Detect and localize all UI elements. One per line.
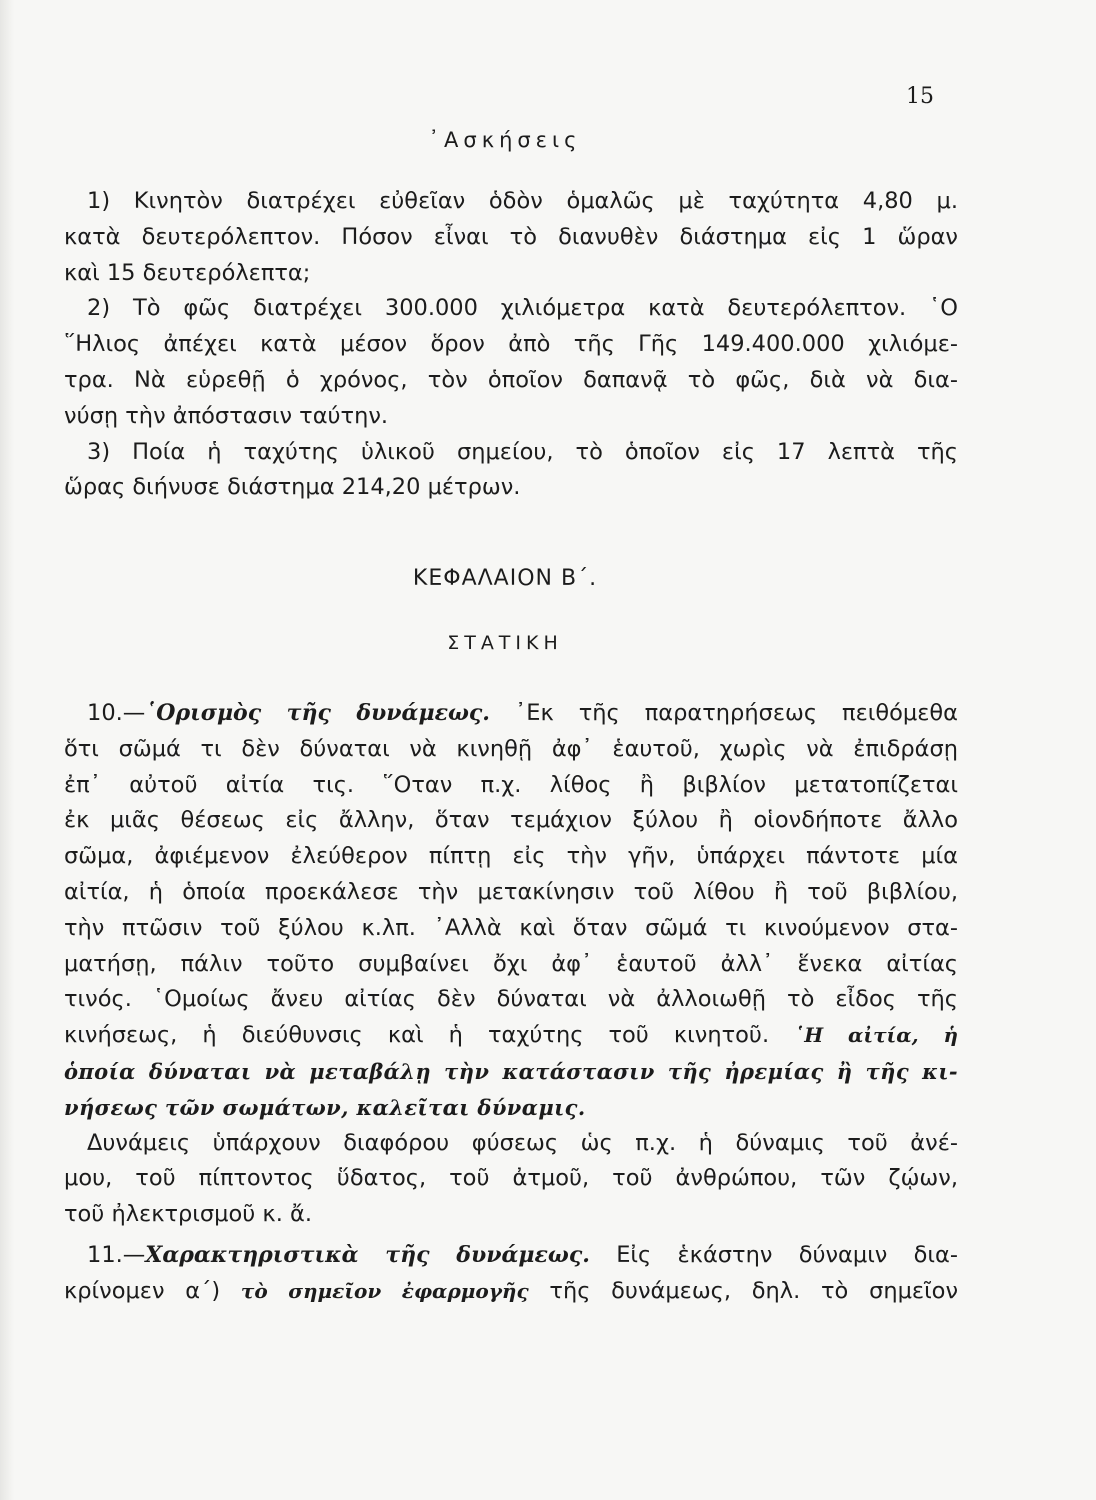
chapter-subject: ΣΤΑΤΙΚΗ bbox=[447, 632, 563, 654]
paragraph-line bbox=[64, 1018, 958, 1054]
paragraph-line: μου, τοῦ πίπτοντος ὕδατος, τοῦ ἀτμοῦ, τοῦ ἀνθρώπου, τῶν ζῴων, bbox=[64, 1165, 958, 1192]
definition-text: ῾Η αἰτία, ἡ bbox=[794, 1023, 959, 1048]
paragraph-line bbox=[64, 1274, 958, 1310]
paragraph-line: τοῦ ἠλεκτρισμοῦ κ. ἄ. bbox=[64, 1201, 312, 1228]
paragraph-text: τῆς δυνάμεως, δηλ. τὸ σημεῖον bbox=[528, 1277, 959, 1304]
chapter-title: ΚΕΦΑΛΑΙΟΝ Β΄. bbox=[412, 566, 598, 591]
page-binding-edge bbox=[0, 0, 14, 1500]
section-10-first-line bbox=[64, 696, 958, 732]
section-11-title: Χαρακτηριστικὰ τῆς δυνάμεως. bbox=[145, 1242, 590, 1268]
section-10-text: ᾿Εκ τῆς παρατηρήσεως πειθόμεθα bbox=[489, 700, 958, 726]
paragraph-line: ἐπ᾿ αὐτοῦ αἰτία τις. ῞Οταν π.χ. λίθος ἢ βιβλίον μετατοπίζεται bbox=[64, 771, 958, 798]
paragraph-text: κινήσεως, ἡ διεύθυνσις καὶ ἡ ταχύτης τοῦ κινητοῦ. bbox=[64, 1022, 795, 1049]
section-10-number: 10.— bbox=[87, 700, 146, 726]
page-number: 15 bbox=[906, 84, 934, 109]
exercise-1-line: καὶ 15 δευτερόλεπτα; bbox=[64, 259, 311, 286]
exercise-2-line: τρα. Νὰ εὑρεθῇ ὁ χρόνος, τὸν ὁποῖον δαπανᾷ τὸ φῶς, διὰ νὰ δια- bbox=[64, 366, 958, 393]
exercises-heading: ᾿Ασκήσεις bbox=[428, 128, 582, 152]
exercise-1-line: κατὰ δευτερόλεπτον. Πόσον εἶναι τὸ διανυθὲν διάστημα εἰς 1 ὥραν bbox=[64, 223, 958, 250]
section-11-text: Εἰς ἑκάστην δύναμιν δια- bbox=[589, 1242, 958, 1268]
exercise-3-line: 3) Ποία ἡ ταχύτης ὑλικοῦ σημείου, τὸ ὁποῖον εἰς 17 λεπτὰ τῆς bbox=[87, 438, 958, 465]
exercises-list bbox=[64, 184, 958, 506]
paragraph-line: αἰτία, ἡ ὁποία προεκάλεσε τὴν μετακίνησιν τοῦ λίθου ἢ τοῦ βιβλίου, bbox=[64, 878, 958, 905]
section-11-first-line bbox=[64, 1238, 958, 1274]
paragraph-line: ματήσῃ, πάλιν τοῦτο συμβαίνει ὄχι ἀφ᾿ ἑαυτοῦ ἀλλ᾿ ἕνεκα αἰτίας bbox=[64, 950, 958, 977]
exercise-2-line: νύσῃ τὴν ἀπόστασιν ταύτην. bbox=[64, 402, 389, 429]
section-11 bbox=[64, 1238, 958, 1310]
paragraph-line: ἐκ μιᾶς θέσεως εἰς ἄλλην, ὅταν τεμάχιον ξύλου ἢ οἱονδήποτε ἄλλο bbox=[64, 807, 958, 834]
paragraph-line: τὴν πτῶσιν τοῦ ξύλου κ.λπ. ᾿Αλλὰ καὶ ὅταν σῶμά τι κινούμενον στα- bbox=[64, 914, 958, 941]
section-10-title: ῾Ορισμὸς τῆς δυνάμεως. bbox=[145, 700, 490, 726]
paragraph-line: τινός. ῾Ομοίως ἄνευ αἰτίας δὲν δύναται νὰ ἀλλοιωθῇ τὸ εἶδος τῆς bbox=[64, 986, 958, 1013]
emphasis-text: τὸ σημεῖον ἐφαρμογῆς bbox=[240, 1278, 529, 1303]
paragraph-line: Δυνάμεις ὑπάρχουν διαφόρου φύσεως ὡς π.χ. ἡ δύναμις τοῦ ἀνέ- bbox=[87, 1129, 958, 1156]
paragraph-line: ὅτι σῶμά τι δὲν δύναται νὰ κινηθῇ ἀφ᾿ ἑαυτοῦ, χωρὶς νὰ ἐπιδράσῃ bbox=[64, 735, 958, 762]
exercise-2-line: 2) Τὸ φῶς διατρέχει 300.000 χιλιόμετρα κατὰ δευτερόλεπτον. ῾Ο bbox=[87, 295, 958, 322]
definition-line: ὁποία δύναται νὰ μεταβάλῃ τὴν κατάστασιν τῆς ἠρεμίας ἢ τῆς κι- bbox=[64, 1058, 958, 1084]
section-11-number: 11.— bbox=[87, 1242, 146, 1268]
exercise-1-line: 1) Κινητὸν διατρέχει εὐθεῖαν ὁδὸν ὁμαλῶς μὲ ταχύτητα 4,80 μ. bbox=[87, 188, 958, 214]
exercise-2-line: ῞Ηλιος ἀπέχει κατὰ μέσον ὅρον ἀπὸ τῆς Γῆς 149.400.000 χιλιόμε- bbox=[64, 331, 958, 358]
paragraph-line: σῶμα, ἀφιέμενον ἐλεύθερον πίπτῃ εἰς τὴν γῆν, ὑπάρχει πάντοτε μία bbox=[64, 843, 958, 870]
exercise-3-line: ὥρας διήνυσε διάστημα 214,20 μέτρων. bbox=[64, 474, 521, 501]
paragraph-text: κρίνομεν α΄) bbox=[64, 1277, 241, 1304]
section-10 bbox=[64, 696, 958, 1233]
definition-line: νήσεως τῶν σωμάτων, καλεῖται δύναμις. bbox=[64, 1094, 586, 1120]
